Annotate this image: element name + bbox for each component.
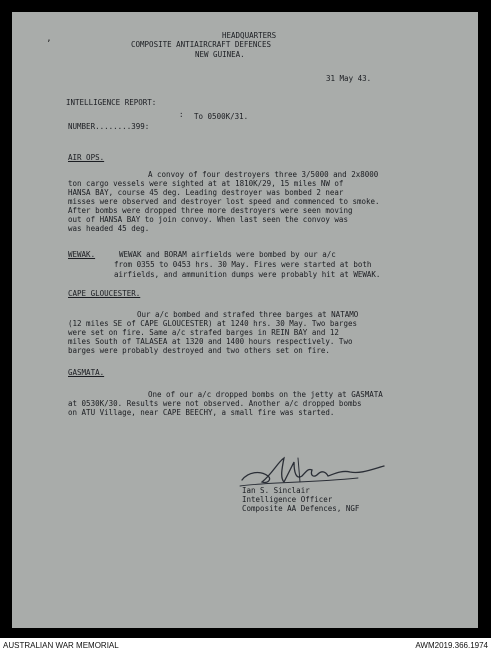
- header-line-3: NEW GUINEA.: [195, 50, 245, 59]
- footer-institution: AUSTRALIAN WAR MEMORIAL: [3, 641, 119, 650]
- handwritten-signature: [238, 452, 388, 490]
- section-heading-wewak: WEWAK.: [68, 250, 96, 259]
- section-line: Our a/c bombed and strafed three barges at NATAMO: [137, 310, 359, 319]
- report-number: NUMBER........399:: [68, 122, 150, 131]
- section-line: After bombs were dropped three more destroyers were seen moving: [68, 206, 353, 215]
- section-line: HANSA BAY, course 45 deg. Leading destroyer was bombed 2 near: [68, 188, 344, 197]
- section-line: WEWAK and BORAM airfields were bombed by our a/c: [119, 250, 336, 259]
- section-line: was headed 45 deg.: [68, 224, 150, 233]
- report-date: 31 May 43.: [326, 74, 372, 83]
- section-heading-gasmata: GASMATA.: [68, 368, 105, 377]
- section-line: One of our a/c dropped bombs on the jetty at GASMATA: [148, 390, 383, 399]
- section-line: barges were probably destroyed and two others set on fire.: [68, 346, 330, 355]
- section-line: miles South of TALASEA at 1320 and 1400 hours respectively. Two: [68, 337, 353, 346]
- section-line: A convoy of four destroyers three 3/5000 and 2x8000: [148, 170, 379, 179]
- footer-accession-number: AWM2019.366.1974: [415, 641, 488, 650]
- report-to: To 0500K/31.: [194, 112, 249, 121]
- report-label: INTELLIGENCE REPORT:: [66, 98, 157, 107]
- header-line-1: HEADQUARTERS: [222, 31, 277, 40]
- section-heading-air-ops: AIR OPS.: [68, 153, 105, 162]
- section-line: out of HANSA BAY to join convoy. When last seen the convoy was: [68, 215, 348, 224]
- signatory-title: Intelligence Officer: [242, 495, 333, 504]
- section-line: (12 miles SE of CAPE GLOUCESTER) at 1240 hrs. 30 May. Two barges: [68, 319, 357, 328]
- section-line: airfields, and ammunition dumps were probably hit at WEWAK.: [114, 270, 381, 279]
- section-line: at 0530K/30. Results were not observed. Another a/c dropped bombs: [68, 399, 362, 408]
- document-page: [12, 12, 478, 628]
- section-line: on ATU Village, near CAPE BEECHY, a small fire was started.: [68, 408, 335, 417]
- section-line: ton cargo vessels were sighted at at 1810K/29, 15 miles NW of: [68, 179, 344, 188]
- signatory-unit: Composite AA Defences, NGF: [242, 504, 360, 513]
- report-colon: :: [179, 110, 184, 119]
- signatory-name: Ian S. Sinclair: [242, 486, 310, 495]
- header-line-2: COMPOSITE ANTIAIRCRAFT DEFENCES: [131, 40, 271, 49]
- section-heading-cape-gloucester: CAPE GLOUCESTER.: [68, 289, 141, 298]
- corner-mark: ʼ: [46, 39, 52, 49]
- section-line: from 0355 to 0453 hrs. 30 May. Fires were started at both: [114, 260, 372, 269]
- section-line: were set on fire. Same a/c strafed barges in REIN BAY and 12: [68, 328, 339, 337]
- footer-bar: [0, 638, 491, 653]
- section-line: misses were observed and destroyer lost speed and commenced to smoke.: [68, 197, 380, 206]
